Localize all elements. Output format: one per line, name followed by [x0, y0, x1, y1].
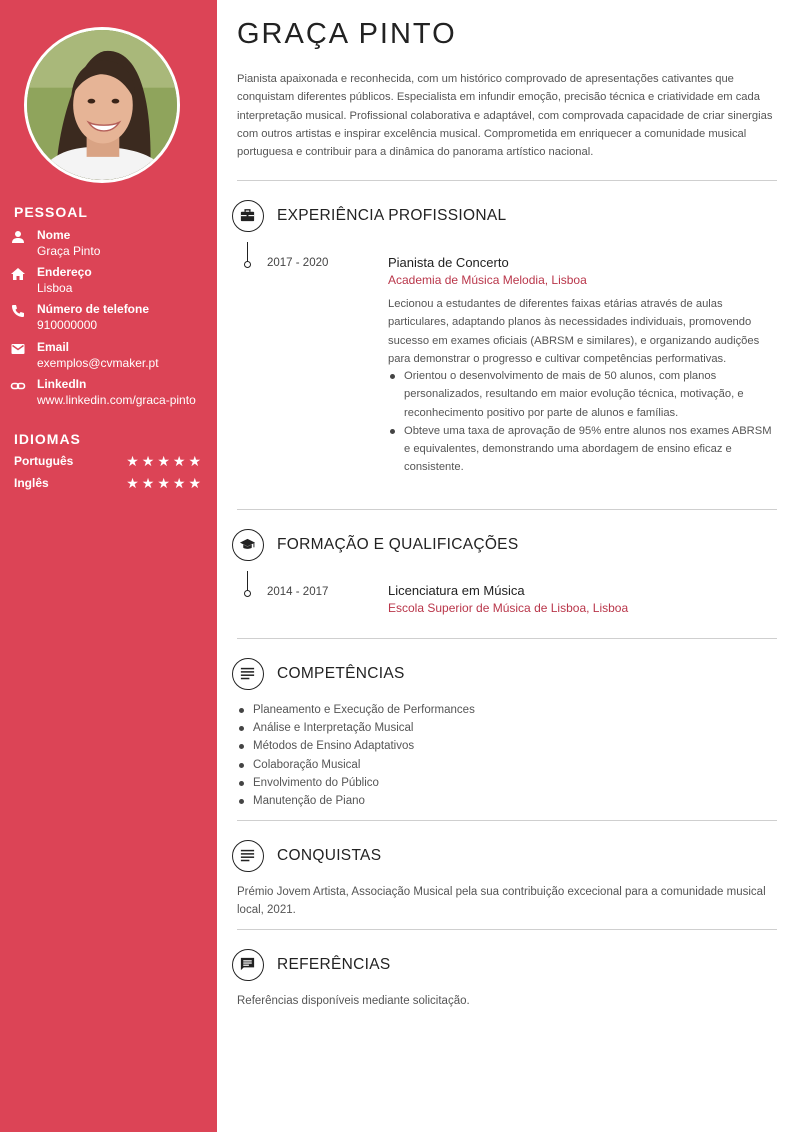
star-rating: ★★★★★ — [126, 453, 204, 469]
list-icon — [232, 658, 264, 690]
achievements-title: CONQUISTAS — [277, 847, 382, 864]
link-icon — [10, 378, 26, 394]
personal-heading: PESSOAL — [14, 204, 88, 220]
list-item: Orientou o desenvolvimento de mais de 50 alunos, com planos personalizados, resultando em maior evolução técnica, motivação, e reconhecimento positivo por parte de alunos e famílias. — [388, 367, 778, 422]
timeline-dot — [244, 261, 251, 268]
personal-item-phone — [10, 302, 215, 338]
language-name: Português — [14, 454, 74, 468]
job-achievements — [388, 367, 778, 477]
references-title: REFERÊNCIAS — [277, 956, 391, 973]
personal-label: Nome — [37, 228, 71, 242]
experience-title: EXPERIÊNCIA PROFISSIONAL — [277, 207, 507, 224]
personal-label: LinkedIn — [37, 377, 87, 391]
timeline-line — [247, 571, 248, 591]
languages-heading: IDIOMAS — [14, 431, 81, 447]
personal-value: Graça Pinto — [37, 244, 101, 258]
list-icon — [232, 840, 264, 872]
personal-email[interactable]: exemplos@cvmaker.pt — [37, 356, 159, 370]
language-row — [14, 453, 204, 471]
list-item: Manutenção de Piano — [237, 792, 637, 810]
person-icon — [10, 229, 26, 245]
chat-icon — [232, 949, 264, 981]
job-title: Pianista de Concerto — [388, 255, 509, 270]
personal-label: Número de telefone — [37, 302, 150, 316]
language-row — [14, 475, 204, 493]
personal-linkedin-link[interactable]: www.linkedin.com/graca-pinto — [37, 393, 196, 407]
skills-list — [237, 701, 637, 810]
divider — [237, 929, 777, 930]
graduation-cap-icon — [232, 529, 264, 561]
school-name: Escola Superior de Música de Lisboa, Lisboa — [388, 601, 629, 615]
education-dates: 2014 - 2017 — [267, 586, 329, 598]
email-icon — [10, 341, 26, 357]
personal-value: Lisboa — [37, 281, 73, 295]
achievements-text: Prémio Jovem Artista, Associação Musical pela sua contribuição excecional para a comunidade musical local, 2021. — [237, 886, 766, 917]
skills-title: COMPETÊNCIAS — [277, 665, 405, 682]
list-item: Planeamento e Execução de Performances — [237, 701, 637, 719]
portrait-photo — [27, 30, 177, 180]
divider — [237, 638, 777, 639]
personal-label: Email — [37, 340, 70, 354]
personal-item-email — [10, 340, 215, 376]
personal-item-address — [10, 265, 215, 301]
references-text: Referências disponíveis mediante solicitação. — [237, 995, 470, 1007]
education-title: FORMAÇÃO E QUALIFICAÇÕES — [277, 536, 519, 553]
profile-summary: Pianista apaixonada e reconhecida, com um histórico comprovado de apresentações cativantes que conquistam diferentes públicos. Especialista em infundir emoção, precisão técnica e criatividade em cada interpretação musical. Profissional colaborativa e adaptável, com comprovada capacidade de criar sinergias com outros artistas e inspirar excelência musical. Comprometida em enriquecer a comunidade musical portuguesa e contribuir para a dinâmica do panorama artístico nacional. — [237, 73, 773, 159]
experience-dates: 2017 - 2020 — [267, 257, 329, 269]
personal-value: 910000000 — [37, 318, 98, 332]
list-item: Colaboração Musical — [237, 756, 637, 774]
list-item: Análise e Interpretação Musical — [237, 719, 637, 737]
timeline-line — [247, 242, 248, 262]
language-name: Inglês — [14, 476, 49, 490]
candidate-name: GRAÇA PINTO — [237, 18, 457, 50]
list-item: Métodos de Ensino Adaptativos — [237, 737, 637, 755]
personal-item-name — [10, 228, 215, 264]
sidebar — [0, 0, 217, 1132]
personal-item-linkedin — [10, 377, 215, 413]
star-rating: ★★★★★ — [126, 475, 204, 491]
degree-title: Licenciatura em Música — [388, 583, 525, 598]
divider — [237, 180, 777, 181]
personal-label: Endereço — [37, 265, 92, 279]
home-icon — [10, 266, 26, 282]
phone-icon — [10, 303, 26, 319]
job-description: Lecionou a estudantes de diferentes faixas etárias através de aulas particulares, adaptando planos às necessidades individuais, promovendo sucesso em exames oficiais (ABRSM e similares), e organizando audições para demonstrar o progresso e cultivar competências performativas. — [388, 298, 760, 365]
briefcase-icon — [232, 200, 264, 232]
list-item: Envolvimento do Público — [237, 774, 637, 792]
timeline-dot — [244, 590, 251, 597]
list-item: Obteve uma taxa de aprovação de 95% entre alunos nos exames ABRSM e equivalentes, demonstrando uma abordagem de ensino eficaz e consistente. — [388, 422, 778, 477]
job-organization: Academia de Música Melodia, Lisboa — [388, 273, 587, 287]
divider — [237, 820, 777, 821]
divider — [237, 509, 777, 510]
avatar — [24, 27, 180, 183]
